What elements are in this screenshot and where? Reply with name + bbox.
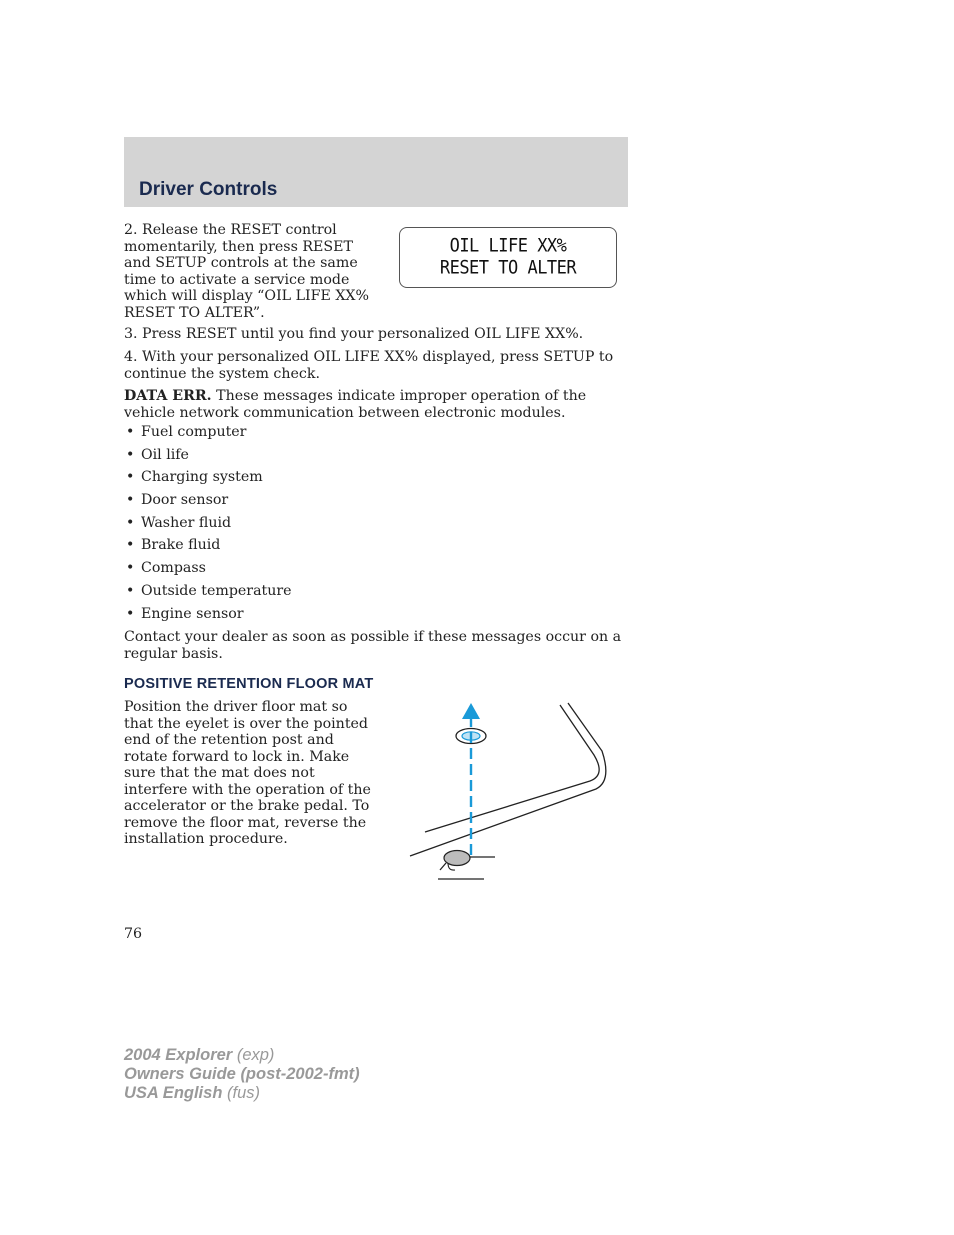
footer-line-2: Owners Guide (post-2002-fmt) bbox=[124, 1065, 360, 1083]
step-3-text: 3. Press RESET until you find your personalized OIL LIFE XX%. bbox=[124, 326, 584, 342]
bullet-icon: • bbox=[126, 469, 135, 486]
list-item: • Brake fluid bbox=[126, 537, 221, 554]
contact-dealer-text: Contact your dealer as soon as possible if these messages occur on a regular basis. bbox=[124, 629, 622, 662]
list-item: • Oil life bbox=[126, 446, 189, 463]
footer-line-3: USA English (fus) bbox=[124, 1084, 260, 1102]
bullet-icon: • bbox=[126, 514, 135, 531]
page-number: 76 bbox=[124, 926, 143, 942]
retention-post-icon bbox=[444, 851, 470, 871]
step-4-text: 4. With your personalized OIL LIFE XX% displayed, press SETUP to continue the system check. bbox=[124, 349, 614, 382]
page-title: Driver Controls bbox=[139, 179, 278, 200]
section-header-band bbox=[124, 137, 628, 207]
list-item: • Engine sensor bbox=[126, 605, 244, 622]
bullet-icon: • bbox=[126, 424, 135, 440]
step-2-text: 2. Release the RESET control momentarily, then press RESET and SETUP controls at the same time to activate a service mode which will display “OIL LIFE XX% RESET TO ALTER”. bbox=[124, 222, 370, 321]
floor-mat-instructions: Position the driver floor mat so that the eyelet is over the pointed end of the retention post and rotate forward to lock in. Make sure that the mat does not interfere with the operation of the accelerator or the brake pedal. To remove the floor mat, reverse the installation procedure. bbox=[124, 699, 371, 847]
message-center-display bbox=[399, 227, 617, 288]
bullet-icon: • bbox=[126, 537, 135, 554]
footer-line-1: 2004 Explorer (exp) bbox=[124, 1046, 275, 1064]
bullet-icon: • bbox=[126, 446, 135, 463]
document-footer bbox=[124, 1046, 360, 1103]
floor-mat-heading: POSITIVE RETENTION FLOOR MAT bbox=[124, 676, 374, 692]
display-line-1: OIL LIFE XX% bbox=[449, 235, 567, 257]
bullet-icon: • bbox=[126, 582, 135, 599]
list-item: • Outside temperature bbox=[126, 582, 292, 599]
bullet-icon: • bbox=[126, 492, 135, 509]
floor-mat-edge-inner bbox=[425, 705, 599, 832]
list-item: • Washer fluid bbox=[126, 514, 232, 531]
list-item: • Charging system bbox=[126, 469, 263, 486]
data-err-paragraph bbox=[124, 388, 624, 421]
bullet-icon: • bbox=[126, 605, 135, 622]
bullet-icon: • bbox=[126, 560, 135, 577]
data-err-label: DATA ERR. bbox=[124, 388, 212, 404]
list-item: • Door sensor bbox=[126, 492, 229, 509]
list-item: • Fuel computer bbox=[126, 424, 247, 440]
data-err-module-list bbox=[124, 424, 604, 628]
data-err-description: These messages indicate improper operation of the vehicle network communication between electronic modules. bbox=[124, 388, 587, 421]
floor-mat-edge-outer bbox=[410, 703, 606, 856]
floor-mat-illustration bbox=[400, 695, 615, 890]
post-base-line bbox=[440, 863, 446, 870]
display-line-2: RESET TO ALTER bbox=[439, 257, 577, 279]
list-item: • Compass bbox=[126, 560, 206, 577]
